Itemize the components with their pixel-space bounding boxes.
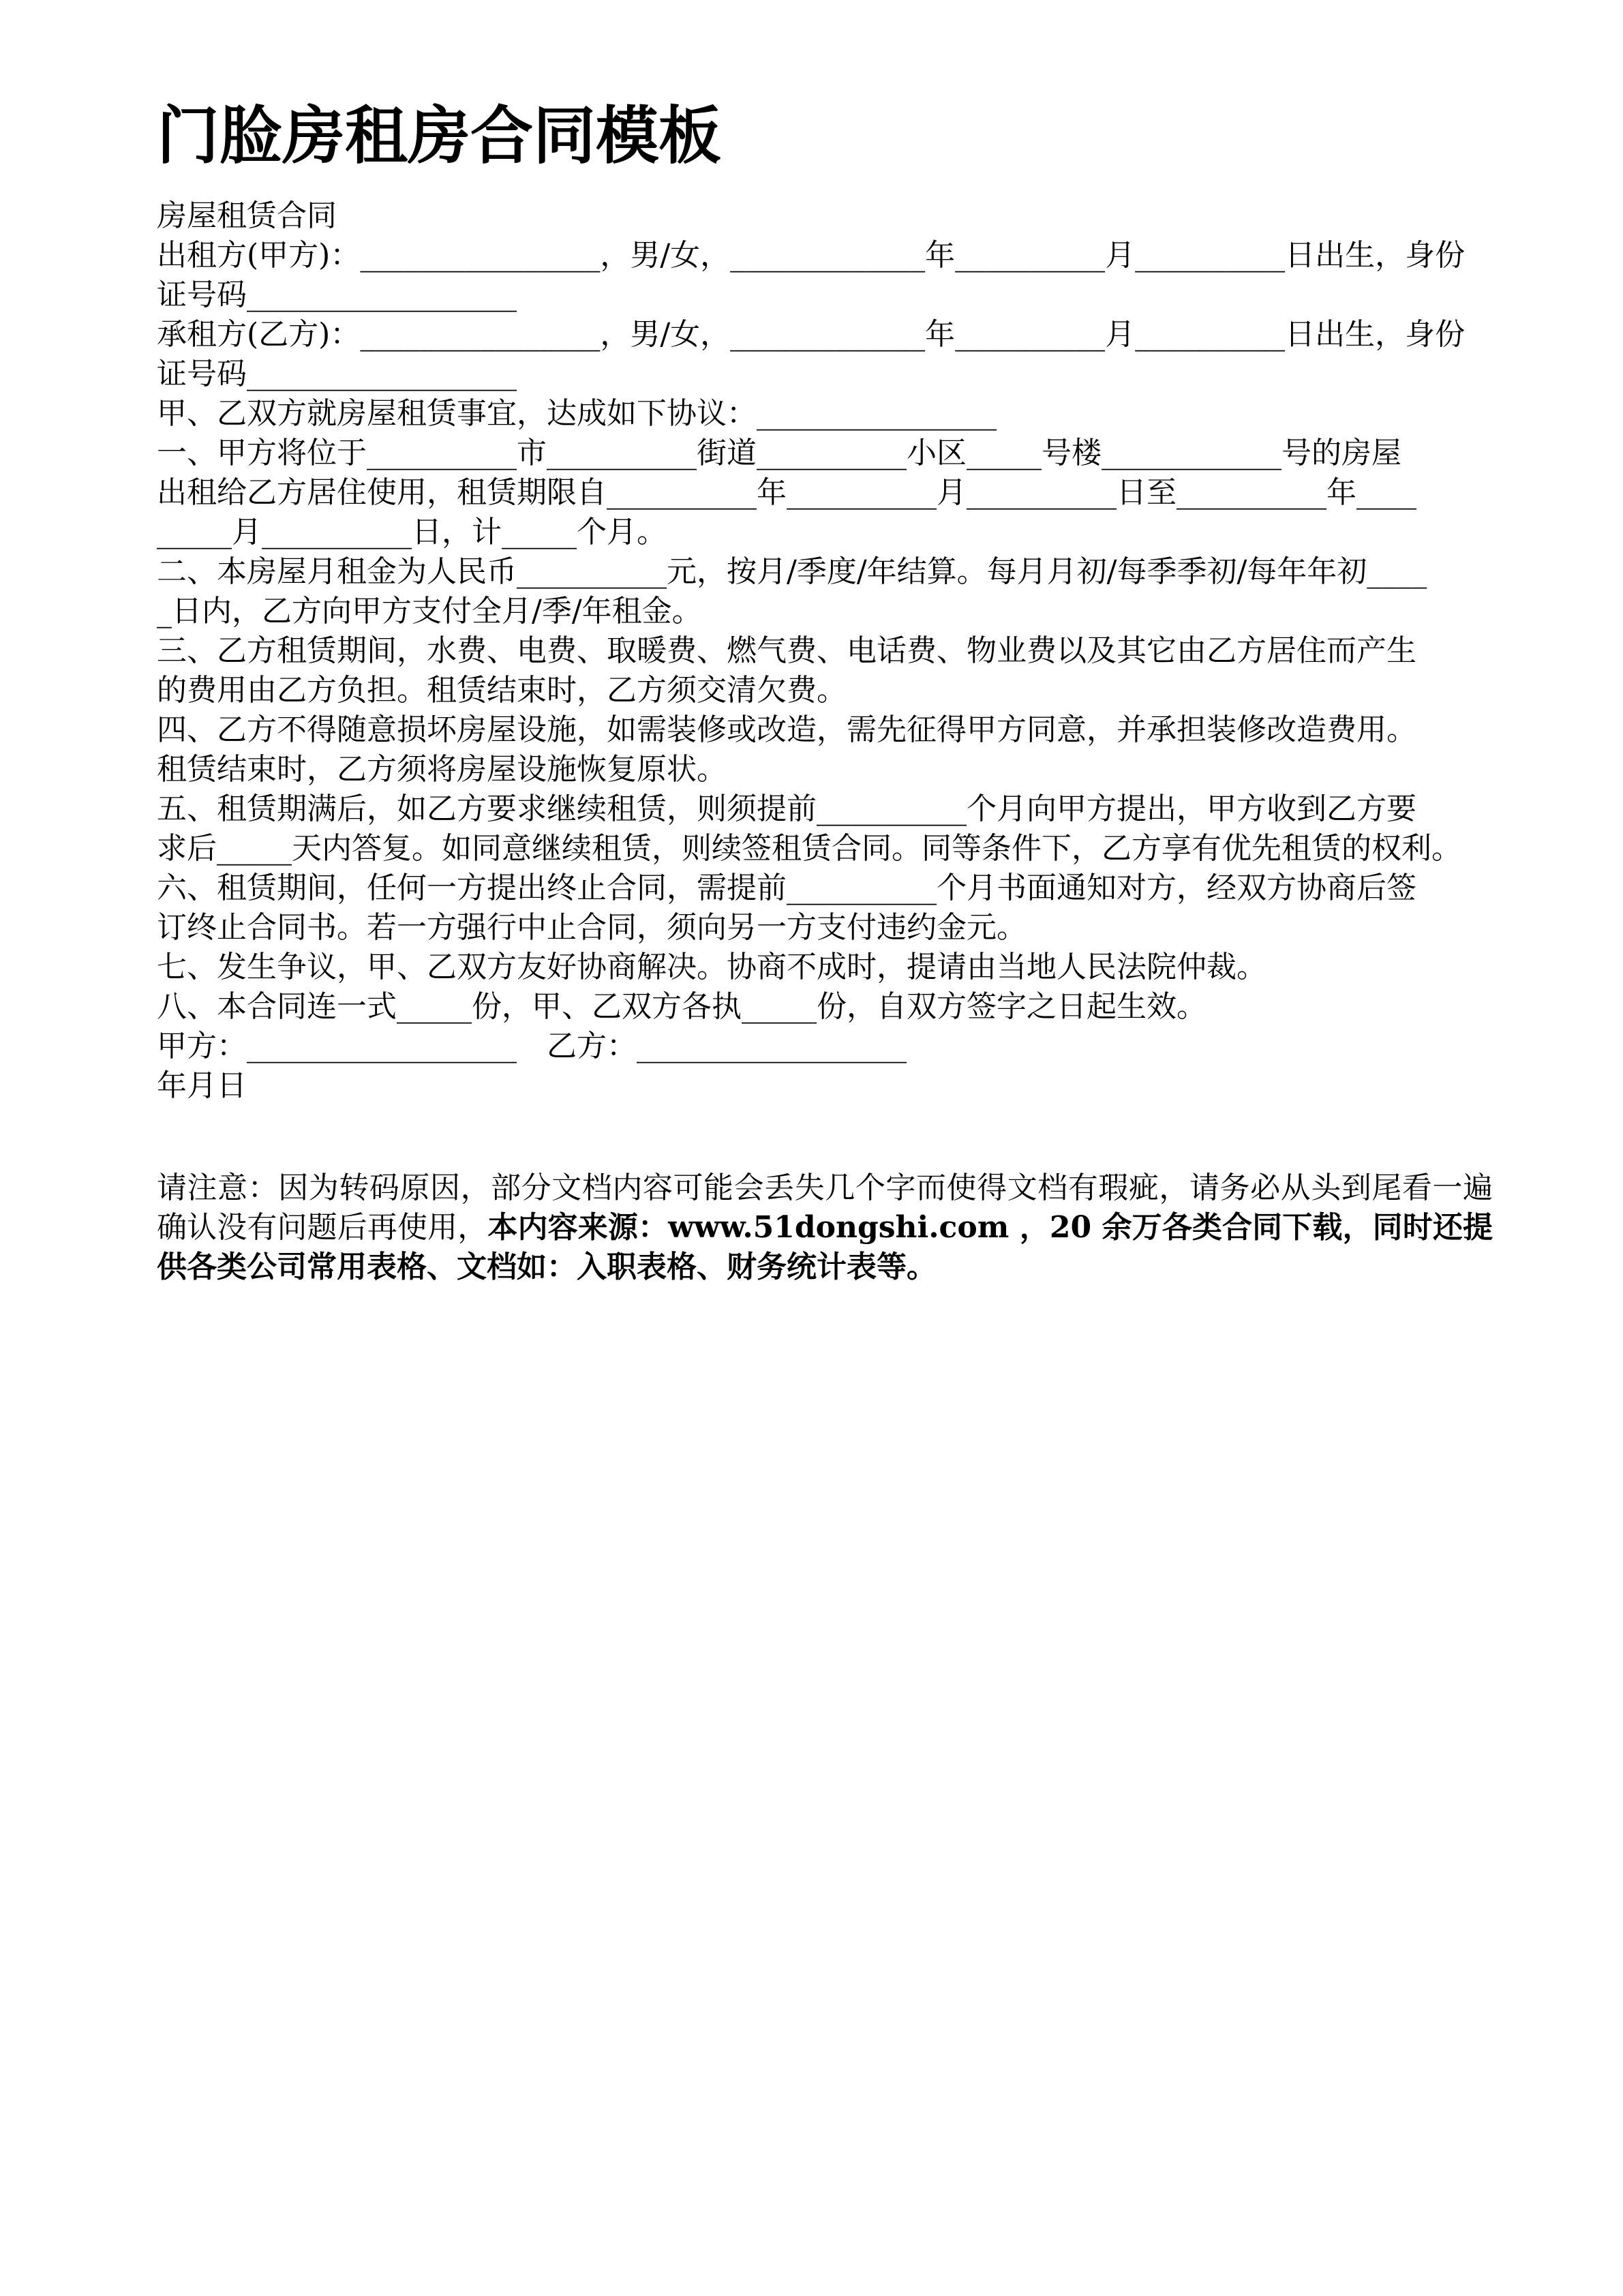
document-content <box>157 101 1547 1287</box>
notice-normal-text: 请注意：因为转码原因，部分文档内容可能会丢失几个字而使得文档有瑕疵，请务必从头到尾看一遍确认没有问题后再使用， <box>157 1170 1493 1245</box>
date-line: 年月日 <box>157 1068 247 1103</box>
signature-line: 甲方：__________________ 乙方：__________________ <box>157 1028 907 1063</box>
clause-4-line-1: 四、乙方不得随意损坏房屋设施，如需装修或改造，需先征得甲方同意，并承担装修改造费用。 <box>157 712 1416 747</box>
clause-1-line-3: _____月__________日，计_____个月。 <box>157 514 667 549</box>
clause-7-line: 七、发生争议，甲、乙双方友好协商解决。协商不成时，提请由当地人民法院仲裁。 <box>157 949 1266 984</box>
clause-8-line: 八、本合同连一式_____份，甲、乙双方各执_____份，自双方签字之日起生效。 <box>157 988 1207 1024</box>
notice-paragraph <box>157 1168 1493 1287</box>
clause-6-line-2: 订终止合同书。若一方强行中止合同，须向另一方支付违约金元。 <box>157 909 1027 945</box>
contract-subtitle: 房屋租赁合同 <box>157 198 337 233</box>
clause-6-line-1: 六、租赁期间，任何一方提出终止合同，需提前__________个月书面通知对方，经双方协商后签 <box>157 870 1416 905</box>
lessor-line: 出租方(甲方)：________________，男/女，_____________年__________月__________日出生，身份 <box>157 237 1466 273</box>
clause-3-line-1: 三、乙方租赁期间，水费、电费、取暖费、燃气费、电话费、物业费以及其它由乙方居住而产生 <box>157 633 1416 668</box>
clause-1-line-2: 出租给乙方居住使用，租赁期限自__________年__________月__________日至__________年____ <box>157 474 1416 510</box>
lessee-id-line: 证号码__________________ <box>157 356 517 391</box>
lessee-line: 承租方(乙方)：________________，男/女，_____________年__________月__________日出生，身份 <box>157 316 1466 352</box>
document-title: 门脸房租房合同模板 <box>157 102 722 171</box>
notice-bold-text: 本内容来源：www.51dongshi.com ，20 余万各类合同下载，同时还提供各类公司常用表格、文档如：入职表格、财务统计表等。 <box>157 1209 1493 1284</box>
clause-1-line-1: 一、甲方将位于__________市__________街道__________小区_____号楼____________号的房屋 <box>157 435 1401 470</box>
lessor-id-line: 证号码__________________ <box>157 277 517 312</box>
clause-4-line-2: 租赁结束时，乙方须将房屋设施恢复原状。 <box>157 751 727 787</box>
clause-5-line-2: 求后_____天内答复。如同意继续租赁，则续签租赁合同。同等条件下，乙方享有优先租赁的权利。 <box>157 830 1461 866</box>
agreement-intro-line: 甲、乙双方就房屋租赁事宜，达成如下协议：________________ <box>157 395 997 431</box>
clause-2-line-2: _日内，乙方向甲方支付全月/季/年租金。 <box>157 593 702 629</box>
clause-2-line-1: 二、本房屋月租金为人民币__________元，按月/季度/年结算。每月月初/每季季初/每年年初____ <box>157 554 1427 589</box>
clause-3-line-2: 的费用由乙方负担。租赁结束时，乙方须交清欠费。 <box>157 672 847 708</box>
clause-5-line-1: 五、租赁期满后，如乙方要求继续租赁，则须提前__________个月向甲方提出，甲方收到乙方要 <box>157 791 1416 826</box>
